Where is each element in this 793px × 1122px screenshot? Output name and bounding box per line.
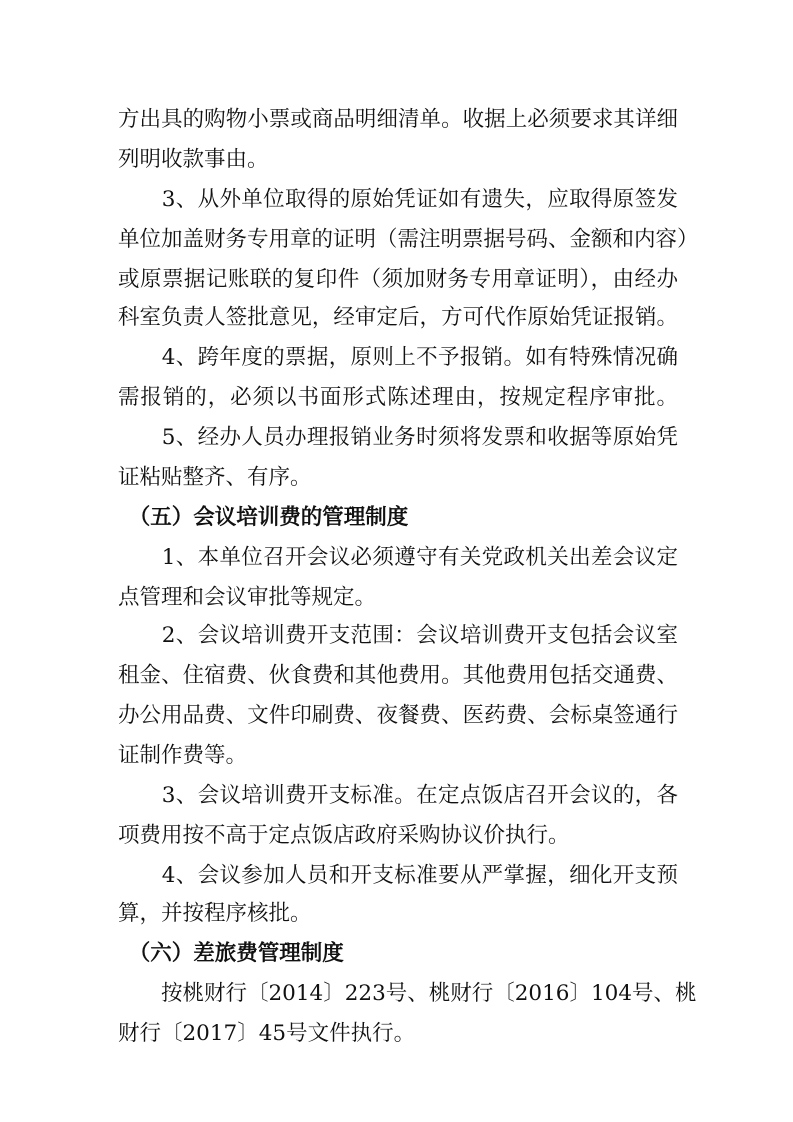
text-line: 按桃财行〔2014〕223号、桃财行〔2016〕104号、桃	[118, 981, 697, 1006]
text-line: 需报销的，必须以书面形式陈述理由，按规定程序审批。	[118, 385, 678, 410]
text-line: 或原票据记账联的复印件（须加财务专用章证明），由经办	[118, 267, 678, 292]
text-line: 证粘贴整齐、有序。	[118, 465, 312, 490]
text-line: 3、会议培训费开支标准。在定点饭店召开会议的，各	[118, 783, 678, 808]
text-line: 单位加盖财务专用章的证明（需注明票据号码、金额和内容）	[118, 227, 699, 252]
text-line: 4、会议参加人员和开支标准要从严掌握，细化开支预	[118, 863, 678, 888]
text-line: 1、本单位召开会议必须遵守有关党政机关出差会议定	[118, 545, 678, 570]
text-line: 3、从外单位取得的原始凭证如有遗失，应取得原签发	[118, 187, 678, 212]
section-heading-six: （六）差旅费管理制度	[118, 941, 344, 966]
section-heading-five: （五）会议培训费的管理制度	[118, 505, 409, 530]
text-line: 证制作费等。	[118, 743, 248, 768]
text-line: 租金、住宿费、伙食费和其他费用。其他费用包括交通费、	[118, 663, 678, 688]
text-line: 4、跨年度的票据，原则上不予报销。如有特殊情况确	[118, 345, 678, 370]
text-line: 办公用品费、文件印刷费、夜餐费、医药费、会标桌签通行	[118, 703, 678, 728]
text-line: 5、经办人员办理报销业务时须将发票和收据等原始凭	[118, 425, 678, 450]
text-line: 方出具的购物小票或商品明细清单。收据上必须要求其详细	[118, 107, 678, 132]
text-line: 科室负责人签批意见，经审定后，方可代作原始凭证报销。	[118, 305, 678, 330]
text-line: 算，并按程序核批。	[118, 901, 312, 926]
text-line: 点管理和会议审批等规定。	[118, 585, 377, 610]
text-line: 列明收款事由。	[118, 147, 269, 172]
text-line: 2、会议培训费开支范围：会议培训费开支包括会议室	[118, 623, 678, 648]
text-line: 财行〔2017〕45号文件执行。	[118, 1021, 416, 1046]
text-line: 项费用按不高于定点饭店政府采购协议价执行。	[118, 823, 570, 848]
